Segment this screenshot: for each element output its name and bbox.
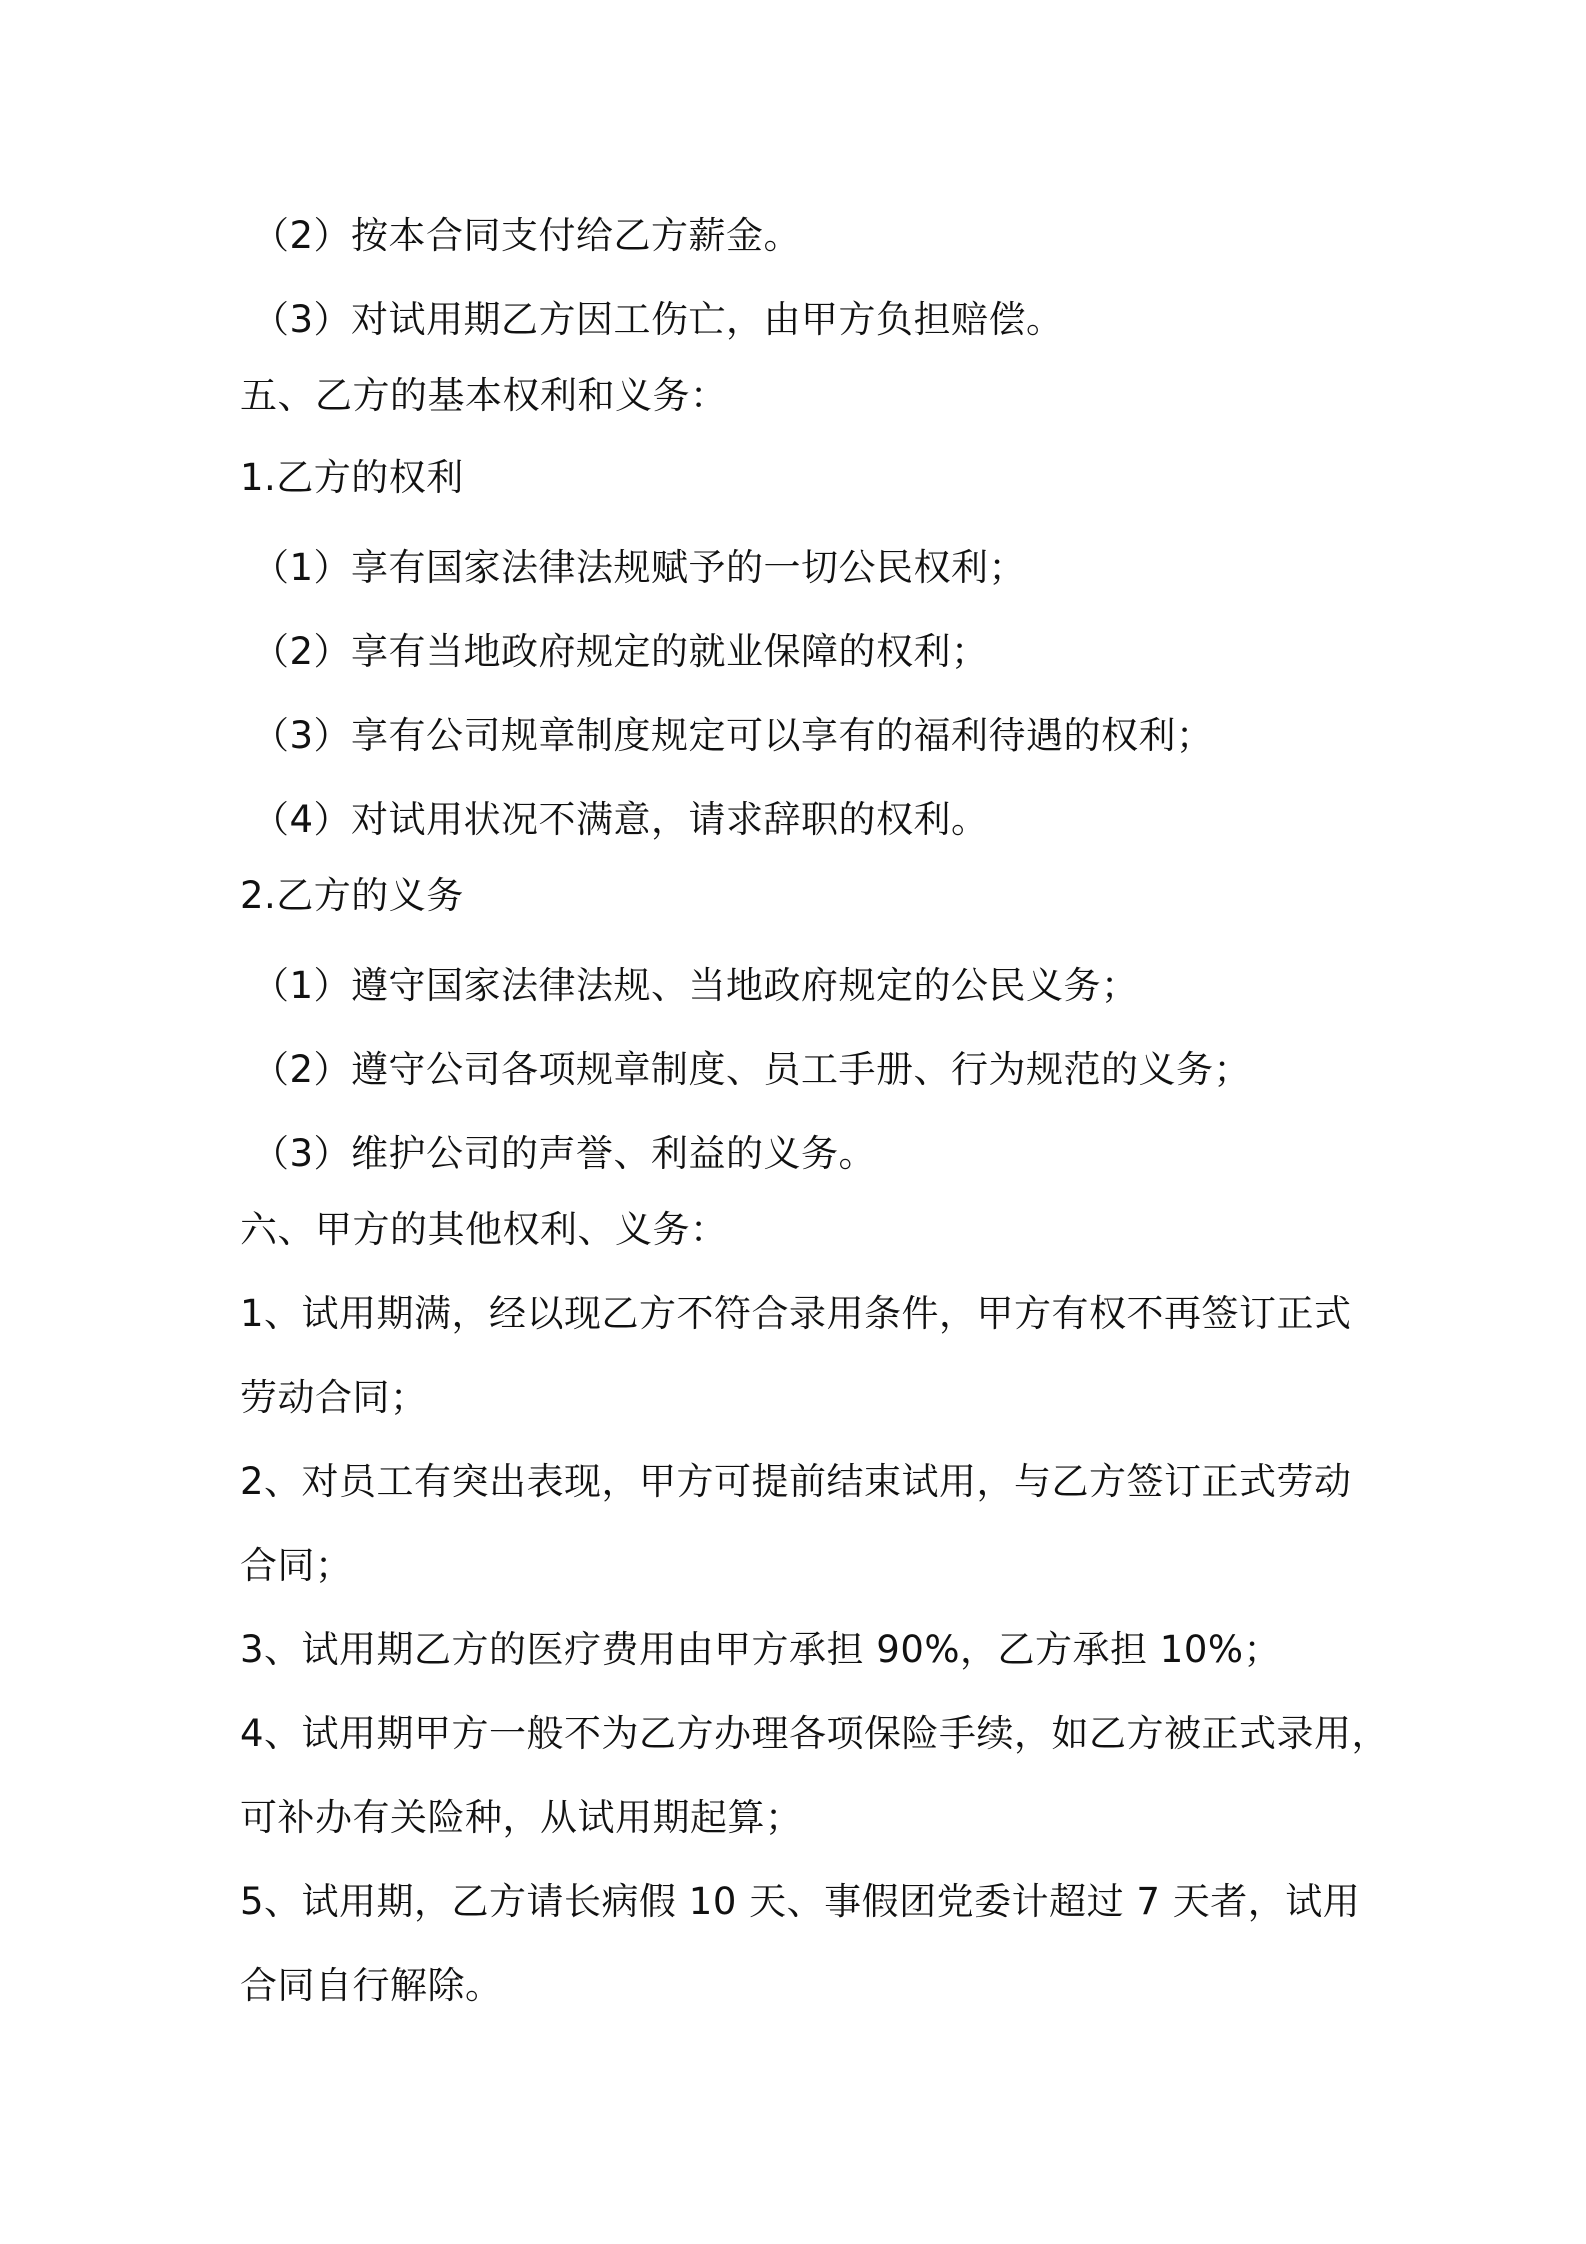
text-line: （2）享有当地政府规定的就业保障的权利； [252, 630, 989, 673]
section-heading: 五、乙方的基本权利和义务： [240, 374, 728, 417]
text-line: 5、试用期，乙方请长病假 10 天、事假团党委计超过 7 天者，试用 [240, 1880, 1361, 1923]
text-line: （3）享有公司规章制度规定可以享有的福利待遇的权利； [252, 714, 1214, 757]
text-line: 3、试用期乙方的医疗费用由甲方承担 90%，乙方承担 10%； [240, 1628, 1282, 1671]
text-line: （2）遵守公司各项规章制度、员工手册、行为规范的义务； [252, 1048, 1252, 1091]
text-line: 劳动合同； [240, 1376, 428, 1419]
text-line: （3）维护公司的声誉、利益的义务。 [252, 1132, 877, 1175]
text-line: 可补办有关险种，从试用期起算； [240, 1796, 803, 1839]
text-line: （1）遵守国家法律法规、当地政府规定的公民义务； [252, 964, 1139, 1007]
subsection-heading: 1.乙方的权利 [240, 456, 464, 499]
subsection-heading: 2.乙方的义务 [240, 874, 464, 917]
text-line: （2）按本合同支付给乙方薪金。 [252, 214, 802, 257]
text-line: 1、试用期满，经以现乙方不符合录用条件，甲方有权不再签订正式 [240, 1292, 1352, 1335]
text-line: 合同； [240, 1544, 353, 1587]
text-line: 4、试用期甲方一般不为乙方办理各项保险手续，如乙方被正式录用， [240, 1712, 1390, 1755]
text-line: 2、对员工有突出表现，甲方可提前结束试用，与乙方签订正式劳动 [240, 1460, 1352, 1503]
section-heading: 六、甲方的其他权利、义务： [240, 1208, 728, 1251]
text-line: 合同自行解除。 [240, 1964, 503, 2007]
text-line: （1）享有国家法律法规赋予的一切公民权利； [252, 546, 1027, 589]
text-line: （4）对试用状况不满意，请求辞职的权利。 [252, 798, 989, 841]
text-line: （3）对试用期乙方因工伤亡，由甲方负担赔偿。 [252, 298, 1064, 341]
